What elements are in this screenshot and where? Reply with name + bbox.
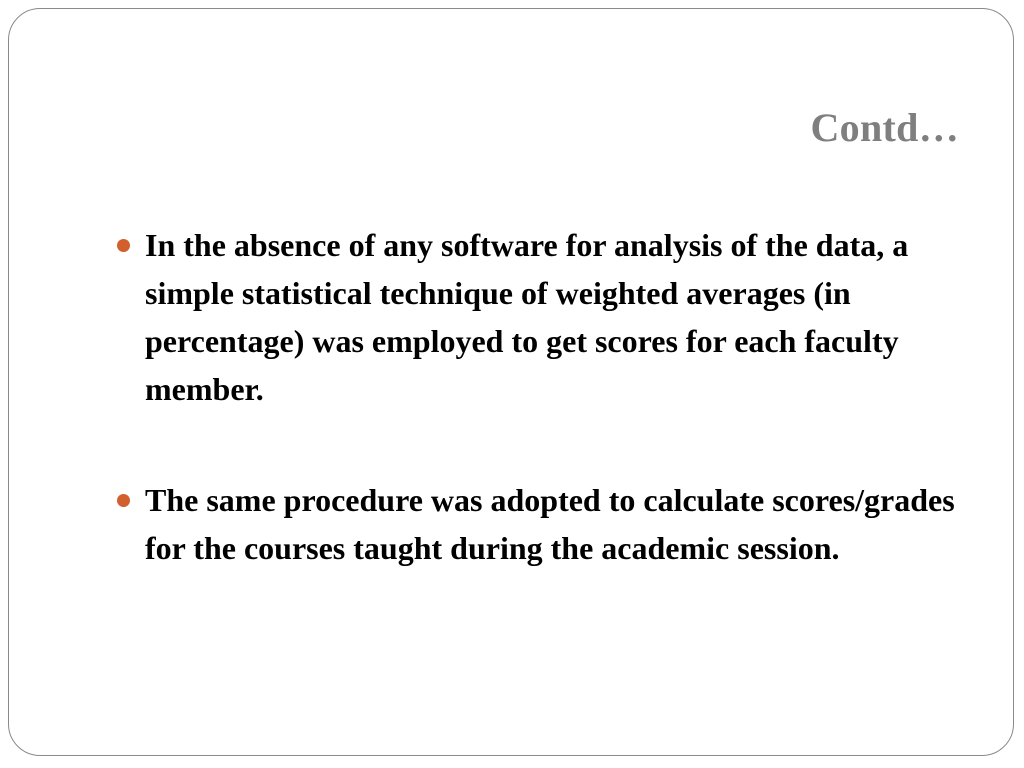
bullet-text: The same procedure was adopted to calculate scores/grades for the courses taught during the academic session. xyxy=(145,482,955,566)
bullet-dot-icon xyxy=(117,239,130,252)
bullet-text: In the absence of any software for analysis of the data, a simple statistical technique of weighted averages (in percentage) was employed to get scores for each faculty member. xyxy=(145,227,909,407)
bullet-item xyxy=(113,221,973,413)
slide-frame xyxy=(8,8,1014,756)
slide-title: Contd… xyxy=(810,105,959,150)
bullet-list xyxy=(113,221,973,635)
bullet-dot-icon xyxy=(117,494,130,507)
bullet-item xyxy=(113,476,973,572)
